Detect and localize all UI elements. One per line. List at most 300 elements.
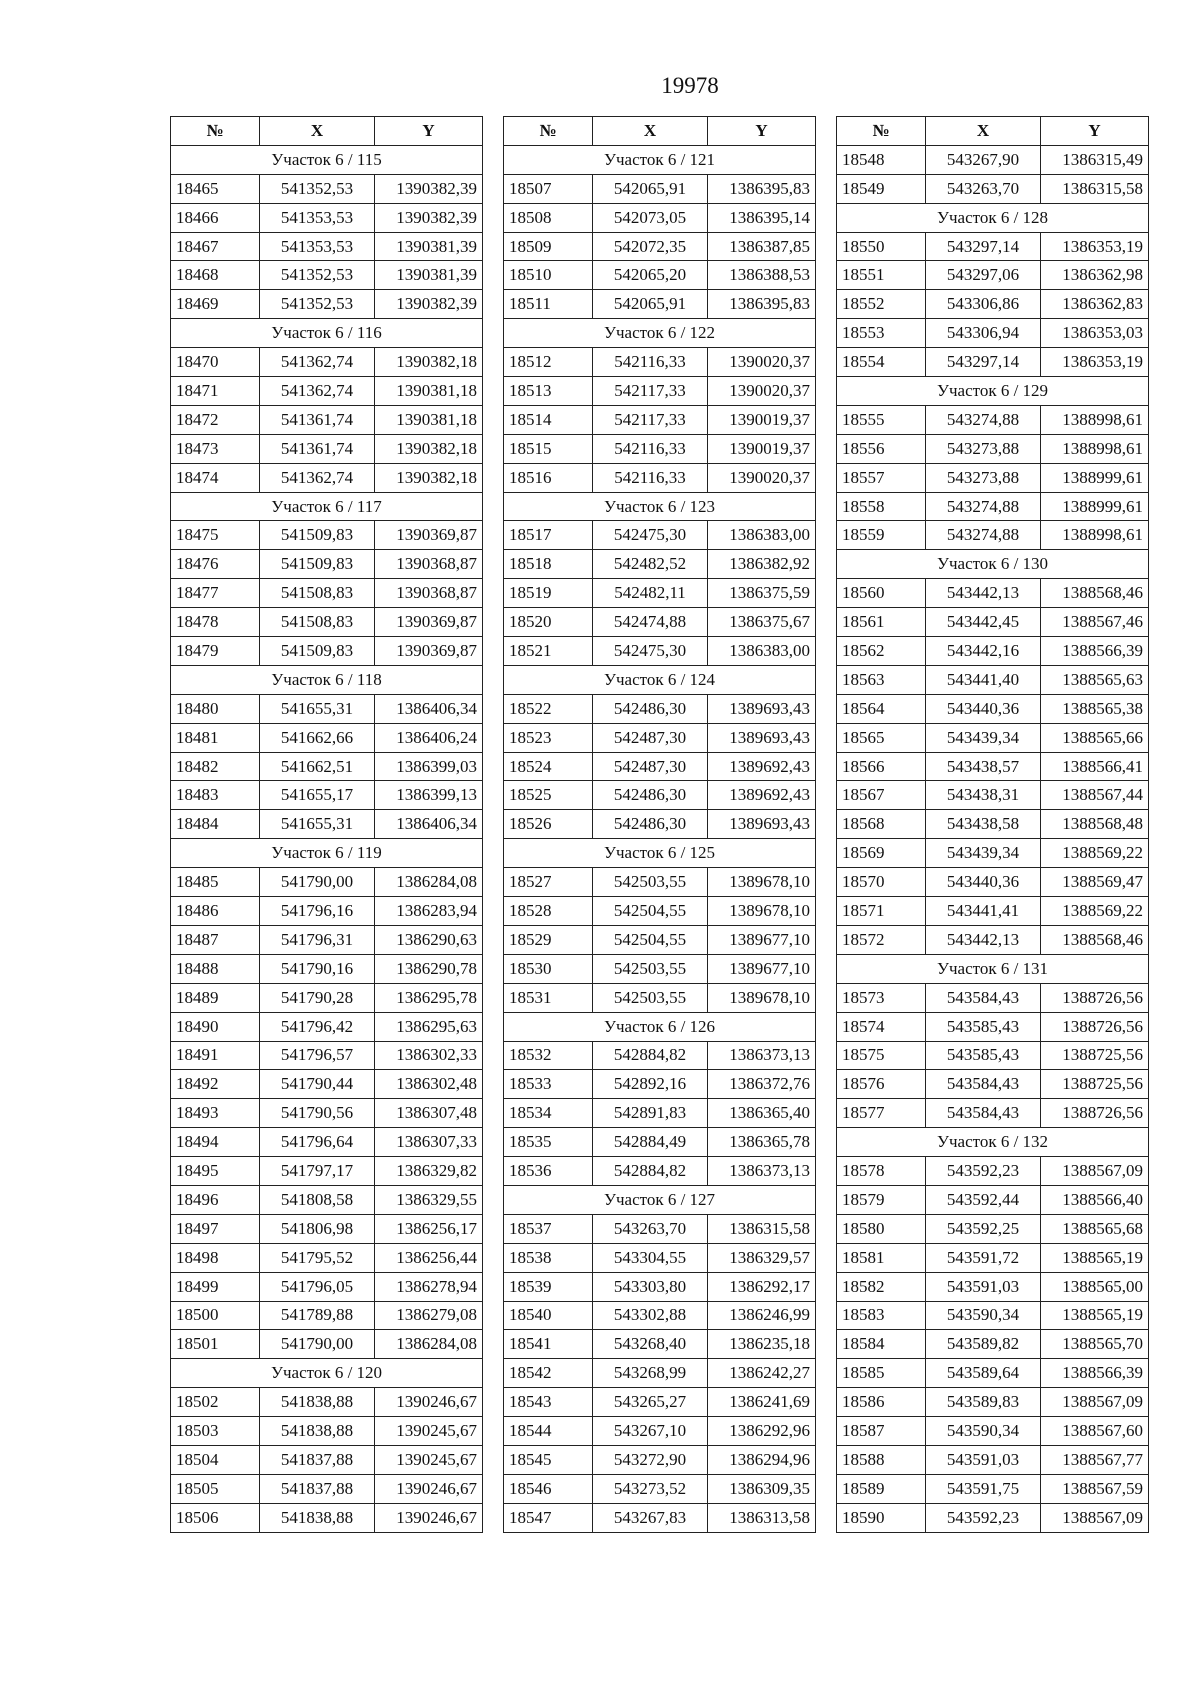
- section-row: [837, 954, 1149, 983]
- x-coordinate: 541790,28: [260, 983, 375, 1012]
- y-coordinate: 1390020,37: [708, 348, 816, 377]
- y-coordinate: 1386388,53: [708, 261, 816, 290]
- x-coordinate: 543591,03: [926, 1272, 1041, 1301]
- point-number: 18484: [171, 810, 260, 839]
- y-coordinate: 1388568,48: [1041, 810, 1149, 839]
- table-row: [171, 925, 483, 954]
- x-coordinate: 541352,53: [260, 174, 375, 203]
- table-row: [171, 290, 483, 319]
- x-coordinate: 543585,43: [926, 1041, 1041, 1070]
- y-coordinate: 1388565,19: [1041, 1301, 1149, 1330]
- y-coordinate: 1390381,39: [375, 261, 483, 290]
- table-row: [504, 897, 816, 926]
- x-coordinate: 542504,55: [593, 925, 708, 954]
- y-coordinate: 1388567,46: [1041, 608, 1149, 637]
- point-number: 18555: [837, 405, 926, 434]
- point-number: 18491: [171, 1041, 260, 1070]
- point-number: 18563: [837, 665, 926, 694]
- x-coordinate: 541352,53: [260, 261, 375, 290]
- y-coordinate: 1386292,96: [708, 1417, 816, 1446]
- x-coordinate: 541662,66: [260, 723, 375, 752]
- y-coordinate: 1386315,58: [708, 1214, 816, 1243]
- point-number: 18545: [504, 1445, 593, 1474]
- point-number: 18577: [837, 1099, 926, 1128]
- table-row: [171, 608, 483, 637]
- y-coordinate: 1388565,63: [1041, 665, 1149, 694]
- section-title: Участок 6 / 121: [504, 145, 816, 174]
- x-coordinate: 543306,94: [926, 319, 1041, 348]
- y-coordinate: 1386290,63: [375, 925, 483, 954]
- x-coordinate: 543267,90: [926, 145, 1041, 174]
- y-coordinate: 1386373,13: [708, 1157, 816, 1186]
- x-coordinate: 542884,49: [593, 1128, 708, 1157]
- x-coordinate: 541797,17: [260, 1157, 375, 1186]
- x-coordinate: 543263,70: [926, 174, 1041, 203]
- point-number: 18526: [504, 810, 593, 839]
- point-number: 18525: [504, 781, 593, 810]
- table-row: [837, 434, 1149, 463]
- point-number: 18527: [504, 868, 593, 897]
- point-number: 18588: [837, 1445, 926, 1474]
- y-coordinate: 1390245,67: [375, 1417, 483, 1446]
- x-coordinate: 542891,83: [593, 1099, 708, 1128]
- x-coordinate: 543268,99: [593, 1359, 708, 1388]
- x-coordinate: 541806,98: [260, 1214, 375, 1243]
- section-row: [504, 665, 816, 694]
- y-coordinate: 1390246,67: [375, 1503, 483, 1532]
- point-number: 18479: [171, 637, 260, 666]
- x-coordinate: 541353,53: [260, 203, 375, 232]
- x-coordinate: 543592,23: [926, 1503, 1041, 1532]
- x-coordinate: 543592,25: [926, 1214, 1041, 1243]
- table-row: [837, 781, 1149, 810]
- point-number: 18474: [171, 463, 260, 492]
- point-number: 18532: [504, 1041, 593, 1070]
- x-coordinate: 542116,33: [593, 348, 708, 377]
- y-coordinate: 1386395,14: [708, 203, 816, 232]
- y-coordinate: 1388565,66: [1041, 723, 1149, 752]
- x-coordinate: 541837,88: [260, 1474, 375, 1503]
- point-number: 18537: [504, 1214, 593, 1243]
- x-coordinate: 541796,05: [260, 1272, 375, 1301]
- x-coordinate: 541789,88: [260, 1301, 375, 1330]
- table-row: [171, 1128, 483, 1157]
- point-number: 18564: [837, 694, 926, 723]
- y-coordinate: 1386242,27: [708, 1359, 816, 1388]
- table-row: [504, 174, 816, 203]
- x-coordinate: 543592,23: [926, 1157, 1041, 1186]
- x-coordinate: 541662,51: [260, 752, 375, 781]
- table-row: [504, 463, 816, 492]
- x-coordinate: 542504,55: [593, 897, 708, 926]
- x-coordinate: 543592,44: [926, 1185, 1041, 1214]
- y-coordinate: 1388998,61: [1041, 434, 1149, 463]
- x-coordinate: 543438,31: [926, 781, 1041, 810]
- header-row: [837, 117, 1149, 146]
- x-coordinate: 541362,74: [260, 348, 375, 377]
- table-row: [837, 145, 1149, 174]
- table-row: [171, 1070, 483, 1099]
- y-coordinate: 1388725,56: [1041, 1070, 1149, 1099]
- table-row: [504, 954, 816, 983]
- point-number: 18518: [504, 550, 593, 579]
- section-row: [837, 550, 1149, 579]
- table-row: [504, 868, 816, 897]
- table-row: [504, 1474, 816, 1503]
- table-row: [504, 723, 816, 752]
- section-row: [837, 203, 1149, 232]
- y-coordinate: 1389678,10: [708, 868, 816, 897]
- table-row: [837, 1041, 1149, 1070]
- y-coordinate: 1389693,43: [708, 810, 816, 839]
- y-coordinate: 1388726,56: [1041, 983, 1149, 1012]
- coordinates-table-3: [836, 116, 1149, 1533]
- table-row: [171, 1012, 483, 1041]
- x-coordinate: 541795,52: [260, 1243, 375, 1272]
- x-coordinate: 543297,06: [926, 261, 1041, 290]
- point-number: 18516: [504, 463, 593, 492]
- y-coordinate: 1388566,41: [1041, 752, 1149, 781]
- table-row: [504, 781, 816, 810]
- point-number: 18551: [837, 261, 926, 290]
- y-coordinate: 1388567,77: [1041, 1445, 1149, 1474]
- table-row: [171, 1041, 483, 1070]
- point-number: 18535: [504, 1128, 593, 1157]
- x-coordinate: 542065,91: [593, 290, 708, 319]
- header-y: Y: [375, 117, 483, 146]
- y-coordinate: 1389692,43: [708, 781, 816, 810]
- point-number: 18519: [504, 579, 593, 608]
- table-row: [504, 1157, 816, 1186]
- x-coordinate: 543442,45: [926, 608, 1041, 637]
- y-coordinate: 1386395,83: [708, 174, 816, 203]
- table-row: [837, 1417, 1149, 1446]
- table-row: [171, 1474, 483, 1503]
- table-row: [504, 348, 816, 377]
- table-row: [171, 377, 483, 406]
- x-coordinate: 543442,13: [926, 925, 1041, 954]
- point-number: 18568: [837, 810, 926, 839]
- point-number: 18541: [504, 1330, 593, 1359]
- x-coordinate: 543591,03: [926, 1445, 1041, 1474]
- section-row: [837, 1128, 1149, 1157]
- x-coordinate: 543585,43: [926, 1012, 1041, 1041]
- y-coordinate: 1388565,00: [1041, 1272, 1149, 1301]
- table-row: [504, 1388, 816, 1417]
- x-coordinate: 541790,00: [260, 1330, 375, 1359]
- x-coordinate: 542503,55: [593, 868, 708, 897]
- x-coordinate: 543438,57: [926, 752, 1041, 781]
- x-coordinate: 543302,88: [593, 1301, 708, 1330]
- x-coordinate: 543439,34: [926, 723, 1041, 752]
- y-coordinate: 1386383,00: [708, 521, 816, 550]
- table-row: [837, 1214, 1149, 1243]
- y-coordinate: 1386383,00: [708, 637, 816, 666]
- point-number: 18496: [171, 1185, 260, 1214]
- point-number: 18523: [504, 723, 593, 752]
- table-row: [837, 637, 1149, 666]
- x-coordinate: 542482,52: [593, 550, 708, 579]
- table-row: [837, 752, 1149, 781]
- table-row: [171, 1243, 483, 1272]
- point-number: 18542: [504, 1359, 593, 1388]
- x-coordinate: 542072,35: [593, 232, 708, 261]
- table-row: [504, 232, 816, 261]
- x-coordinate: 543273,88: [926, 463, 1041, 492]
- point-number: 18494: [171, 1128, 260, 1157]
- table-row: [171, 694, 483, 723]
- y-coordinate: 1386307,33: [375, 1128, 483, 1157]
- point-number: 18495: [171, 1157, 260, 1186]
- y-coordinate: 1386406,34: [375, 694, 483, 723]
- table-row: [504, 203, 816, 232]
- table-row: [837, 1301, 1149, 1330]
- y-coordinate: 1390369,87: [375, 608, 483, 637]
- point-number: 18507: [504, 174, 593, 203]
- table-row: [171, 1185, 483, 1214]
- x-coordinate: 541838,88: [260, 1388, 375, 1417]
- x-coordinate: 542482,11: [593, 579, 708, 608]
- y-coordinate: 1386295,78: [375, 983, 483, 1012]
- point-number: 18487: [171, 925, 260, 954]
- x-coordinate: 543265,27: [593, 1388, 708, 1417]
- x-coordinate: 543590,34: [926, 1417, 1041, 1446]
- table-row: [504, 1272, 816, 1301]
- table-row: [504, 1099, 816, 1128]
- section-title: Участок 6 / 127: [504, 1185, 816, 1214]
- point-number: 18517: [504, 521, 593, 550]
- table-row: [837, 1445, 1149, 1474]
- table-row: [504, 1503, 816, 1532]
- point-number: 18515: [504, 434, 593, 463]
- table-row: [837, 1330, 1149, 1359]
- y-coordinate: 1386362,98: [1041, 261, 1149, 290]
- coordinates-table-2: [503, 116, 816, 1533]
- y-coordinate: 1390369,87: [375, 521, 483, 550]
- x-coordinate: 542073,05: [593, 203, 708, 232]
- y-coordinate: 1388569,47: [1041, 868, 1149, 897]
- table-row: [171, 434, 483, 463]
- y-coordinate: 1386315,58: [1041, 174, 1149, 203]
- y-coordinate: 1390381,18: [375, 405, 483, 434]
- table-row: [504, 1214, 816, 1243]
- point-number: 18529: [504, 925, 593, 954]
- point-number: 18510: [504, 261, 593, 290]
- point-number: 18559: [837, 521, 926, 550]
- x-coordinate: 541837,88: [260, 1445, 375, 1474]
- x-coordinate: 543439,34: [926, 839, 1041, 868]
- y-coordinate: 1388726,56: [1041, 1012, 1149, 1041]
- y-coordinate: 1390019,37: [708, 405, 816, 434]
- table-row: [837, 723, 1149, 752]
- table-row: [504, 983, 816, 1012]
- table-row: [504, 1417, 816, 1446]
- table-row: [837, 694, 1149, 723]
- x-coordinate: 543273,52: [593, 1474, 708, 1503]
- y-coordinate: 1390369,87: [375, 637, 483, 666]
- point-number: 18546: [504, 1474, 593, 1503]
- section-row: [504, 492, 816, 521]
- point-number: 18524: [504, 752, 593, 781]
- y-coordinate: 1388999,61: [1041, 492, 1149, 521]
- y-coordinate: 1388567,09: [1041, 1388, 1149, 1417]
- x-coordinate: 541790,56: [260, 1099, 375, 1128]
- y-coordinate: 1386399,03: [375, 752, 483, 781]
- section-row: [171, 665, 483, 694]
- point-number: 18556: [837, 434, 926, 463]
- point-number: 18553: [837, 319, 926, 348]
- y-coordinate: 1386279,08: [375, 1301, 483, 1330]
- point-number: 18508: [504, 203, 593, 232]
- x-coordinate: 543589,83: [926, 1388, 1041, 1417]
- y-coordinate: 1390368,87: [375, 579, 483, 608]
- point-number: 18549: [837, 174, 926, 203]
- point-number: 18522: [504, 694, 593, 723]
- table-row: [837, 261, 1149, 290]
- point-number: 18486: [171, 897, 260, 926]
- x-coordinate: 543591,75: [926, 1474, 1041, 1503]
- table-row: [837, 608, 1149, 637]
- x-coordinate: 542474,88: [593, 608, 708, 637]
- section-row: [504, 319, 816, 348]
- table-row: [837, 463, 1149, 492]
- x-coordinate: 543584,43: [926, 1070, 1041, 1099]
- point-number: 18506: [171, 1503, 260, 1532]
- point-number: 18471: [171, 377, 260, 406]
- x-coordinate: 543274,88: [926, 492, 1041, 521]
- x-coordinate: 542486,30: [593, 781, 708, 810]
- table-row: [171, 405, 483, 434]
- table-row: [504, 405, 816, 434]
- point-number: 18586: [837, 1388, 926, 1417]
- section-title: Участок 6 / 123: [504, 492, 816, 521]
- point-number: 18533: [504, 1070, 593, 1099]
- y-coordinate: 1386302,48: [375, 1070, 483, 1099]
- y-coordinate: 1386375,67: [708, 608, 816, 637]
- table-row: [837, 868, 1149, 897]
- point-number: 18571: [837, 897, 926, 926]
- table-row: [504, 550, 816, 579]
- table-row: [504, 434, 816, 463]
- table-row: [504, 608, 816, 637]
- y-coordinate: 1388567,44: [1041, 781, 1149, 810]
- x-coordinate: 541362,74: [260, 377, 375, 406]
- table-row: [171, 1330, 483, 1359]
- y-coordinate: 1388565,68: [1041, 1214, 1149, 1243]
- y-coordinate: 1388998,61: [1041, 521, 1149, 550]
- y-coordinate: 1388567,09: [1041, 1503, 1149, 1532]
- point-number: 18503: [171, 1417, 260, 1446]
- y-coordinate: 1386406,34: [375, 810, 483, 839]
- table-row: [171, 868, 483, 897]
- y-coordinate: 1388567,60: [1041, 1417, 1149, 1446]
- x-coordinate: 541508,83: [260, 608, 375, 637]
- x-coordinate: 543441,41: [926, 897, 1041, 926]
- y-coordinate: 1386365,78: [708, 1128, 816, 1157]
- header-number: №: [171, 117, 260, 146]
- x-coordinate: 541790,44: [260, 1070, 375, 1099]
- table-row: [837, 348, 1149, 377]
- table-row: [171, 203, 483, 232]
- point-number: 18548: [837, 145, 926, 174]
- point-number: 18493: [171, 1099, 260, 1128]
- header-row: [504, 117, 816, 146]
- point-number: 18500: [171, 1301, 260, 1330]
- point-number: 18569: [837, 839, 926, 868]
- section-row: [171, 1359, 483, 1388]
- y-coordinate: 1386353,19: [1041, 348, 1149, 377]
- x-coordinate: 543268,40: [593, 1330, 708, 1359]
- x-coordinate: 542475,30: [593, 637, 708, 666]
- table-row: [171, 521, 483, 550]
- y-coordinate: 1389693,43: [708, 723, 816, 752]
- table-row: [171, 1214, 483, 1243]
- y-coordinate: 1388726,56: [1041, 1099, 1149, 1128]
- x-coordinate: 541796,57: [260, 1041, 375, 1070]
- point-number: 18530: [504, 954, 593, 983]
- x-coordinate: 542884,82: [593, 1157, 708, 1186]
- table-row: [837, 1388, 1149, 1417]
- point-number: 18547: [504, 1503, 593, 1532]
- y-coordinate: 1388565,19: [1041, 1243, 1149, 1272]
- point-number: 18543: [504, 1388, 593, 1417]
- section-title: Участок 6 / 129: [837, 377, 1149, 406]
- table-row: [504, 1070, 816, 1099]
- x-coordinate: 541361,74: [260, 434, 375, 463]
- y-coordinate: 1388998,61: [1041, 405, 1149, 434]
- section-row: [171, 319, 483, 348]
- point-number: 18481: [171, 723, 260, 752]
- point-number: 18513: [504, 377, 593, 406]
- y-coordinate: 1389677,10: [708, 954, 816, 983]
- x-coordinate: 543438,58: [926, 810, 1041, 839]
- x-coordinate: 541796,42: [260, 1012, 375, 1041]
- x-coordinate: 541808,58: [260, 1185, 375, 1214]
- x-coordinate: 541838,88: [260, 1503, 375, 1532]
- x-coordinate: 541838,88: [260, 1417, 375, 1446]
- y-coordinate: 1386241,69: [708, 1388, 816, 1417]
- section-title: Участок 6 / 132: [837, 1128, 1149, 1157]
- x-coordinate: 541796,16: [260, 897, 375, 926]
- table-row: [171, 463, 483, 492]
- y-coordinate: 1388565,38: [1041, 694, 1149, 723]
- y-coordinate: 1388999,61: [1041, 463, 1149, 492]
- x-coordinate: 543306,86: [926, 290, 1041, 319]
- table-row: [171, 723, 483, 752]
- y-coordinate: 1386235,18: [708, 1330, 816, 1359]
- section-title: Участок 6 / 118: [171, 665, 483, 694]
- x-coordinate: 543440,36: [926, 694, 1041, 723]
- table-row: [504, 637, 816, 666]
- y-coordinate: 1386302,33: [375, 1041, 483, 1070]
- x-coordinate: 543272,90: [593, 1445, 708, 1474]
- point-number: 18589: [837, 1474, 926, 1503]
- x-coordinate: 543263,70: [593, 1214, 708, 1243]
- point-number: 18514: [504, 405, 593, 434]
- x-coordinate: 541353,53: [260, 232, 375, 261]
- table-row: [837, 1474, 1149, 1503]
- x-coordinate: 543274,88: [926, 521, 1041, 550]
- x-coordinate: 543267,10: [593, 1417, 708, 1446]
- section-title: Участок 6 / 115: [171, 145, 483, 174]
- point-number: 18528: [504, 897, 593, 926]
- section-row: [504, 839, 816, 868]
- point-number: 18562: [837, 637, 926, 666]
- table-row: [504, 1330, 816, 1359]
- header-y: Y: [708, 117, 816, 146]
- x-coordinate: 543442,16: [926, 637, 1041, 666]
- point-number: 18536: [504, 1157, 593, 1186]
